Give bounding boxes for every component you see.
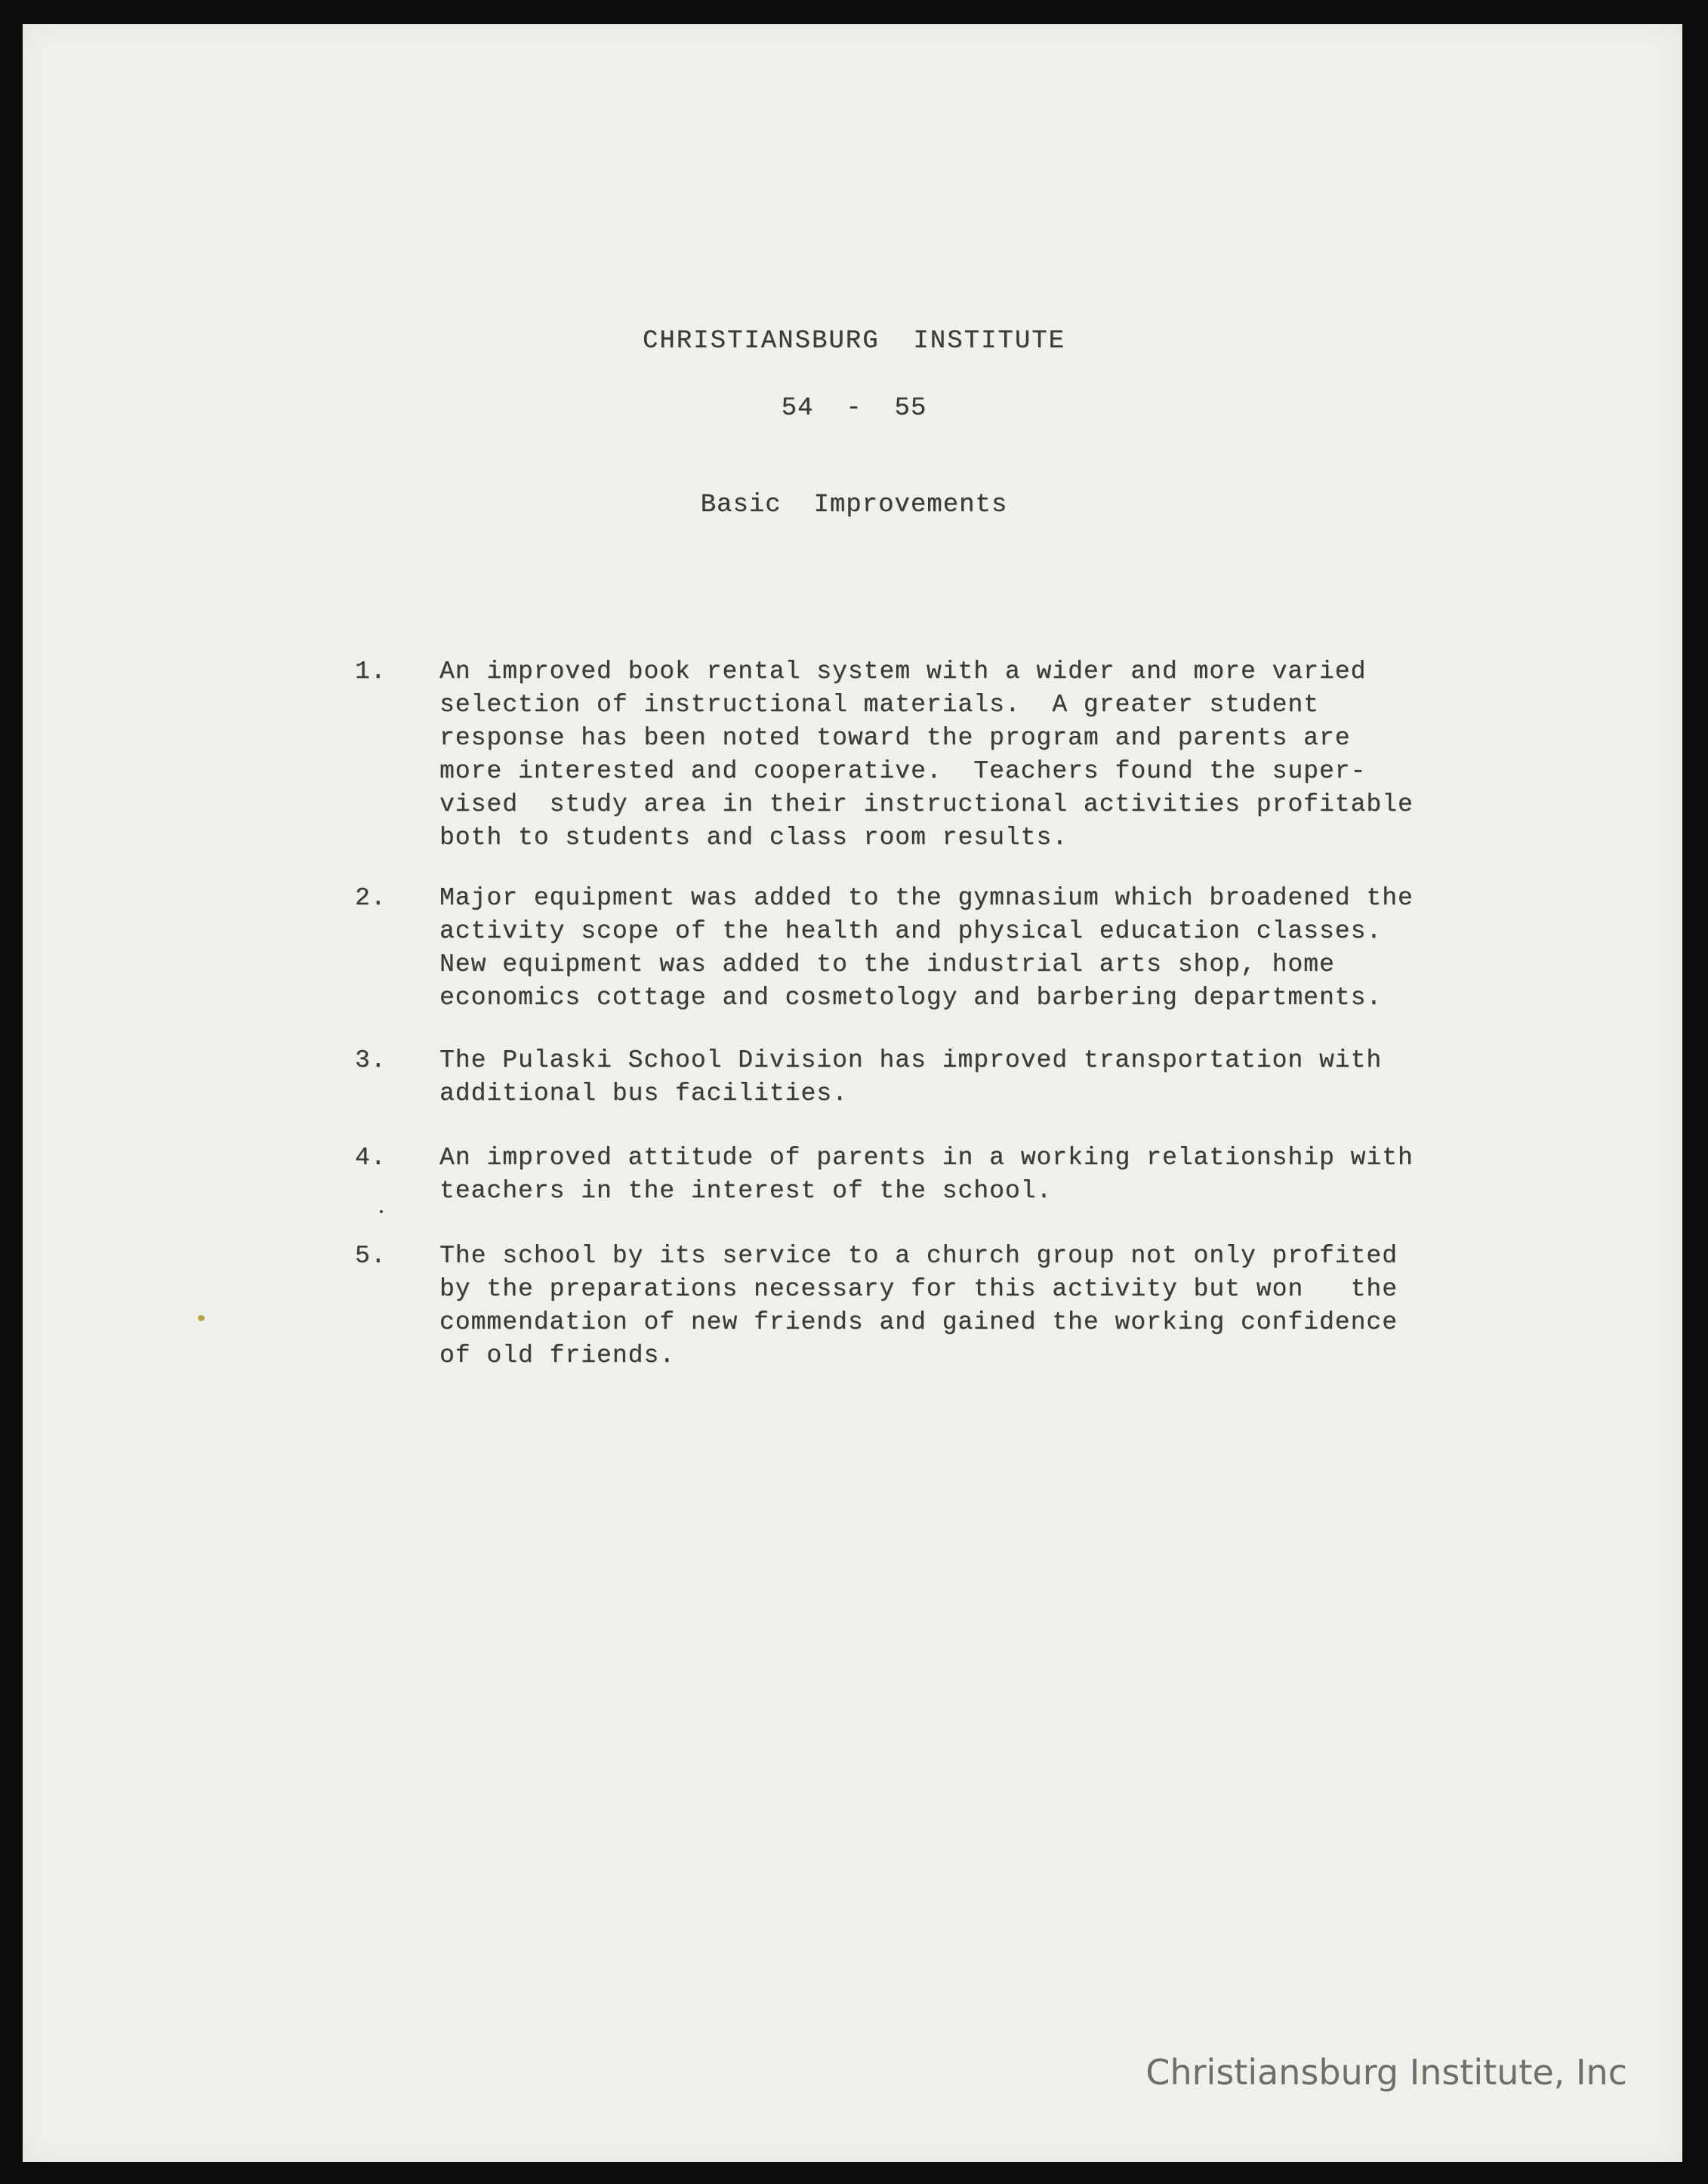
- item-text-line: The school by its service to a church group not only profited: [439, 1242, 1398, 1270]
- watermark: Christiansburg Institute, Inc: [1145, 2052, 1627, 2093]
- item-number: 5.: [355, 1242, 387, 1270]
- item-number: 4.: [355, 1144, 387, 1172]
- item-text-line: commendation of new friends and gained the working confidence: [439, 1308, 1398, 1336]
- item-text-line: teachers in the interest of the school.: [439, 1177, 1053, 1205]
- document-subtitle: Basic Improvements: [700, 491, 1008, 519]
- item-number: 2.: [355, 884, 387, 912]
- paper-stain: [198, 1315, 205, 1321]
- item-text-line: more interested and cooperative. Teachers found the super-: [439, 757, 1367, 785]
- item-text-line: both to students and class room results.: [439, 824, 1068, 852]
- item-text-line: An improved book rental system with a wider and more varied: [439, 658, 1367, 685]
- item-number: 3.: [355, 1046, 387, 1074]
- item-text-line: vised study area in their instructional activities profitable: [439, 790, 1414, 818]
- item-text-line: New equipment was added to the industrial arts shop, home: [439, 950, 1335, 978]
- item-text-line: by the preparations necessary for this activity but won the: [439, 1275, 1398, 1303]
- item-text-line: An improved attitude of parents in a working relationship with: [439, 1144, 1414, 1172]
- ink-dot: [380, 1210, 383, 1213]
- item-text-line: The Pulaski School Division has improved transportation with: [439, 1046, 1383, 1074]
- item-text-line: Major equipment was added to the gymnasium which broadened the: [439, 884, 1414, 912]
- item-text-line: economics cottage and cosmetology and barbering departments.: [439, 984, 1383, 1012]
- item-text-line: of old friends.: [439, 1342, 676, 1369]
- item-text-line: additional bus facilities.: [439, 1080, 848, 1107]
- item-text-line: selection of instructional materials. A greater student: [439, 691, 1319, 719]
- item-text-line: response has been noted toward the program and parents are: [439, 724, 1351, 752]
- document-title: CHRISTIANSBURG INSTITUTE: [642, 327, 1066, 356]
- item-number: 1.: [355, 658, 387, 685]
- item-text-line: activity scope of the health and physical education classes.: [439, 917, 1383, 945]
- document-years: 54 - 55: [781, 394, 927, 423]
